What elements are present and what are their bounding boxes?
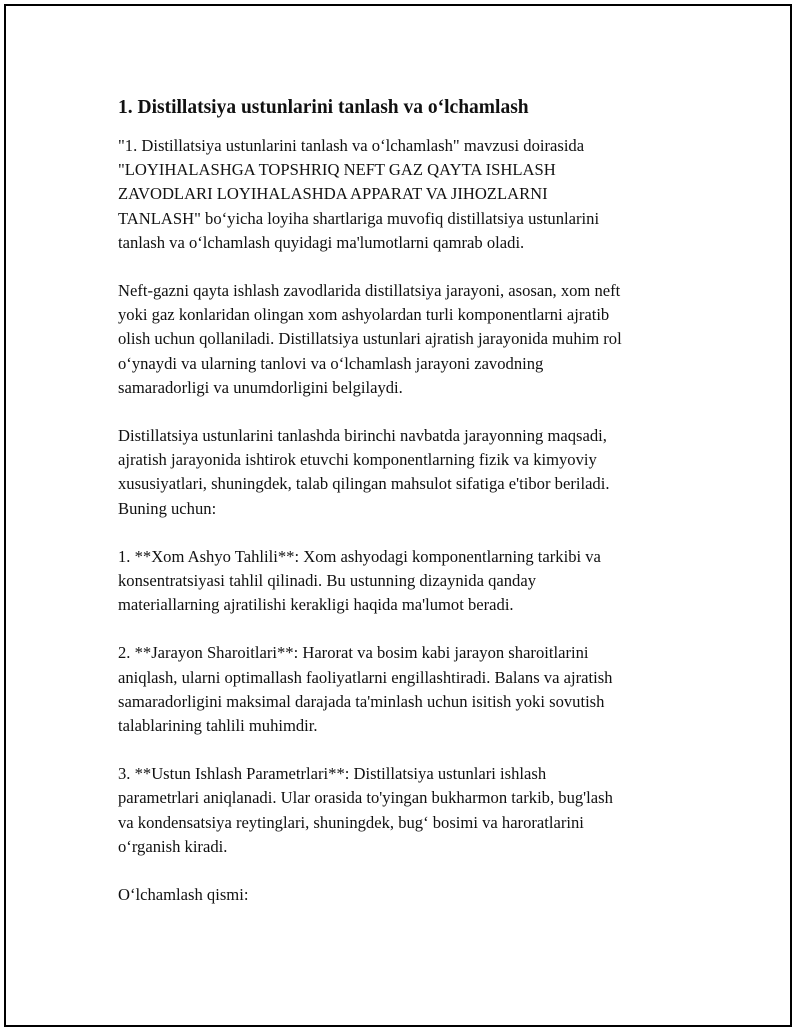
- paragraph-distillation-process: Neft-gazni qayta ishlash zavodlarida distillatsiya jarayoni, asosan, xom neft yoki gaz konlaridan olingan xom ashyolardan turli komponentlarni ajratib olish uchun qollaniladi. Distillatsiya ustunlari ajratish jarayonida muhim rol o‘ynaydi va ularning tanlovi va o‘lchamlash jarayoni zavodning samaradorligi va unumdorligini belgilaydi.: [118, 281, 622, 397]
- list-item-column-parameters: 3. **Ustun Ishlash Parametrlari**: Distillatsiya ustunlari ishlash parametrlari aniqlanadi. Ular orasida to'yingan bukharmon tarkib, bug'lash va kondensatsiya reytinglari, shuningdek, bug‘ bosimi va haroratlarini o‘rganish kiradi.: [118, 764, 613, 856]
- list-item-process-conditions: 2. **Jarayon Sharoitlari**: Harorat va bosim kabi jarayon sharoitlarini aniqlash, ularni optimallash faoliyatlarni engillashtiradi. Balans va ajratish samaradorligini maksimal darajada ta'minlash uchun isitish yoki sovutish talablarining tahlili muhimdir.: [118, 643, 613, 736]
- paragraph-intro: "1. Distillatsiya ustunlarini tanlash va o‘lchamlash" mavzusi doirasida "LOYIHALASHGA TOPSHRIQ NEFT GAZ QAYTA ISHLASH ZAVODLARI LOYIHALASHDA APPARAT VA JIHOZLARNI TANLASH" bo‘yicha loyiha shartlariga muvofiq distillatsiya ustunlarini tanlash va o‘lchamlash quyidagi ma'lumotlarni qamrab oladi.: [118, 136, 600, 252]
- document-title: 1. Distillatsiya ustunlarini tanlash va o‘lchamlash: [118, 97, 529, 118]
- list-item-raw-material-analysis: 1. **Xom Ashyo Tahlili**: Xom ashyodagi komponentlarning tarkibi va konsentratsiyasi tahlil qilinadi. Bu ustunning dizaynida qanday materiallarning ajratilishi kerakligi haqida ma'lumot beradi.: [118, 546, 601, 615]
- paragraph-selection-criteria: Distillatsiya ustunlarini tanlashda birinchi navbatda jarayonning maqsadi, ajratish jarayonida ishtirok etuvchi komponentlarning fizik va kimyoviy xususiyatlari, shuningdek, talab qilingan mahsulot sifatiga e'tibor beriladi. Buning uchun:: [118, 426, 610, 518]
- document-body: [118, 96, 688, 931]
- paragraph-sizing-section: O‘lchamlash qismi:: [118, 885, 249, 905]
